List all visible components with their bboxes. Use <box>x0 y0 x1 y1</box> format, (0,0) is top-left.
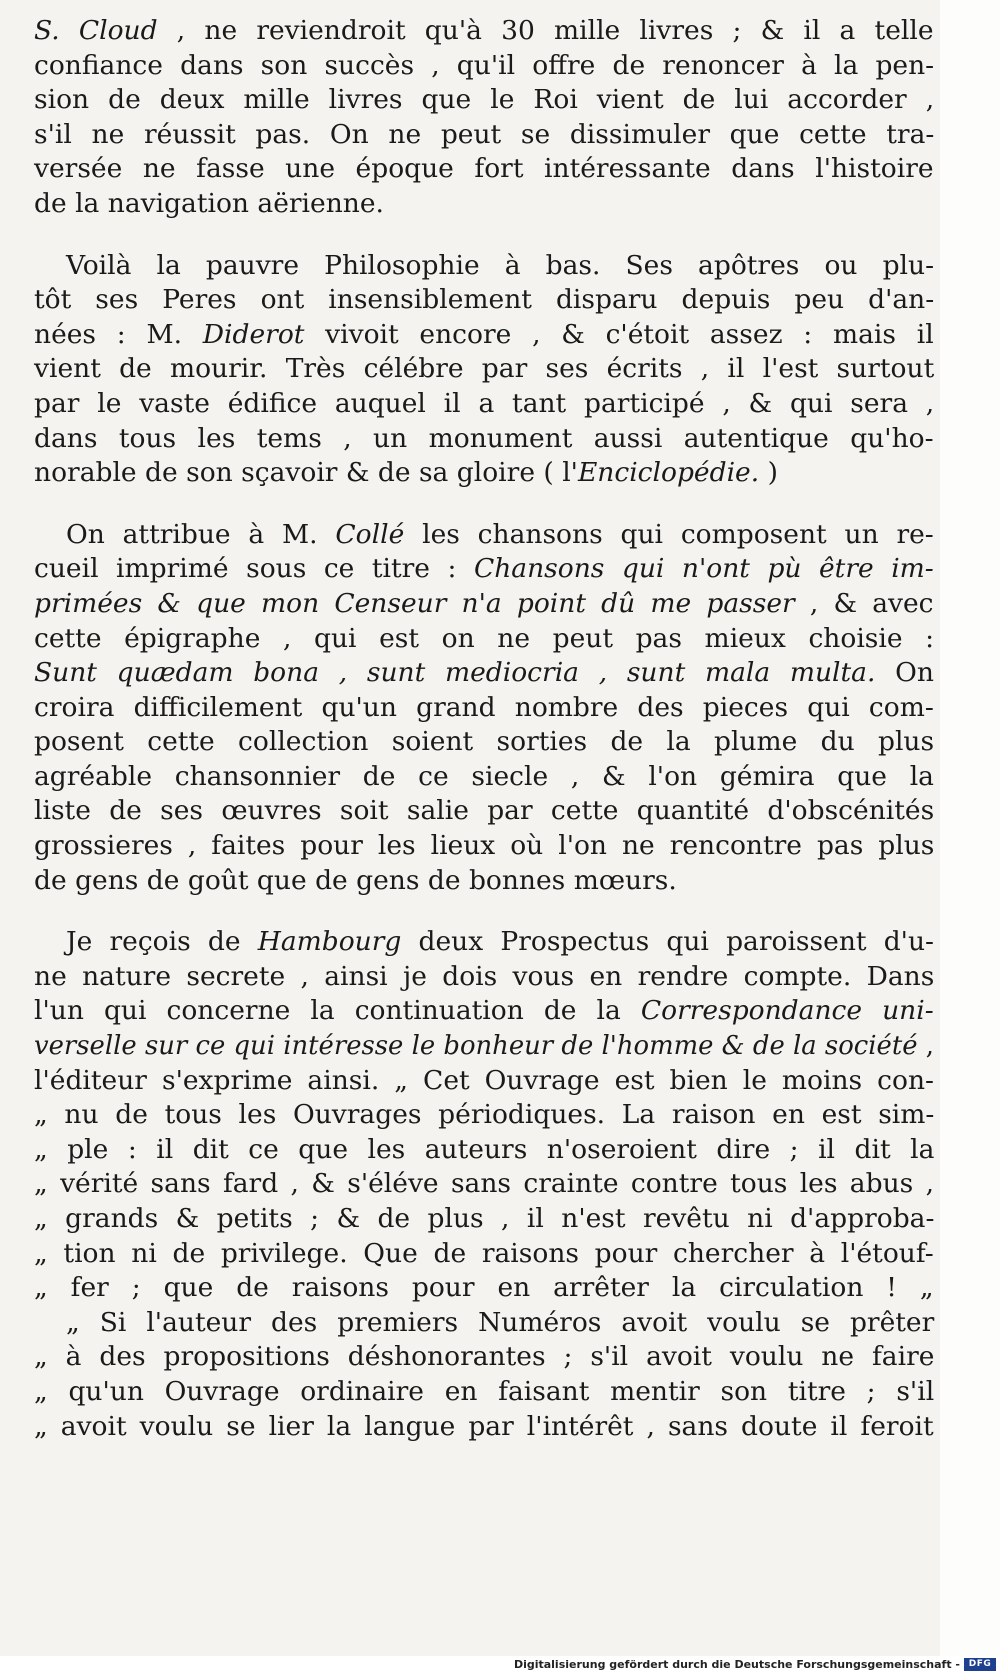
text-line: cette épigraphe , qui est on ne peut pas mieux choisie : <box>34 622 935 654</box>
paragraph-diderot <box>34 249 940 491</box>
text-line: „ tion ni de privilege. Que de raisons pour chercher à l'étouf- <box>34 1237 934 1269</box>
text-line: S. Cloud , ne reviendroit qu'à 30 mille livres ; & il a telle <box>34 15 934 46</box>
text-line: „ Si l'auteur des premiers Numéros avoit voulu se prêter <box>66 1306 935 1338</box>
text-line: vient de mourir. Très célébre par ses écrits , il l'est surtout <box>34 353 935 385</box>
text-line: Je reçois de Hambourg deux Prospectus qui paroissent d'u- <box>66 926 934 958</box>
text-line: versée ne fasse une époque fort intéressante dans l'histoire <box>34 153 934 185</box>
text-line: sion de deux mille livres que le Roi vient de lui accorder , <box>34 84 935 116</box>
text-line: agréable chansonnier de ce siecle , & l'on gémira que la <box>34 760 934 792</box>
text-line: „ avoit voulu se lier la langue par l'intérêt , sans doute il feroit <box>34 1410 934 1442</box>
text-line: norable de son sçavoir & de sa gloire ( l'Enciclopédie. ) <box>34 457 778 489</box>
text-line: cueil imprimé sous ce titre : Chansons qui n'ont pù être im- <box>34 553 934 585</box>
text-line: On attribue à M. Collé les chansons qui composent un re- <box>66 518 934 550</box>
funding-credit: Digitalisierung gefördert durch die Deutsche Forschungsgemeinschaft - <box>513 1658 960 1671</box>
paragraph-colle-chansons <box>34 518 940 899</box>
text-line: posent cette collection soient sorties de la plume du plus <box>34 726 935 758</box>
text-line: „ à des propositions déshonorantes ; s'il avoit voulu ne faire <box>34 1341 935 1373</box>
paragraph-balloon-crossing <box>34 14 940 222</box>
text-line: „ nu de tous les Ouvrages périodiques. La raison en est sim- <box>34 1099 935 1131</box>
text-line: grossieres , faites pour les lieux où l'on ne rencontre pas plus <box>34 830 935 862</box>
text-line: „ qu'un Ouvrage ordinaire en faisant mentir son titre ; s'il <box>34 1375 935 1407</box>
text-line: croira difficilement qu'un grand nombre des pieces qui com- <box>34 691 934 723</box>
text-line: verselle sur ce qui intéresse le bonheur de l'homme & de la société , <box>34 1030 935 1062</box>
text-line: de la navigation aërienne. <box>34 187 384 219</box>
text-line: l'un qui concerne la continuation de la Correspondance uni- <box>34 995 934 1027</box>
text-line: „ fer ; que de raisons pour en arrêter la circulation ! „ <box>34 1272 934 1304</box>
digitization-footer <box>0 1656 1000 1674</box>
text-line: „ grands & petits ; & de plus , il n'est revêtu ni d'approba- <box>34 1203 935 1234</box>
text-line: par le vaste édifice auquel il a tant participé , & qui sera , <box>34 387 935 419</box>
text-line: „ ple : il dit ce que les auteurs n'oseroient dire ; il dit la <box>34 1133 935 1165</box>
text-line: s'il ne réussit pas. On ne peut se dissimuler que cette tra- <box>34 118 935 150</box>
text-line: de gens de goût que de gens de bonnes mœurs. <box>34 864 677 896</box>
text-line: liste de ses œuvres soit salie par cette quantité d'obscénités <box>34 795 935 827</box>
paragraph-hambourg-prospectus <box>34 925 940 1444</box>
text-line: dans tous les tems , un monument aussi autentique qu'ho- <box>34 422 934 454</box>
dfg-logo-icon: DFG <box>964 1658 996 1671</box>
text-line: primées & que mon Censeur n'a point dû me passer , & avec <box>34 587 934 619</box>
text-line: Voilà la pauvre Philosophie à bas. Ses apôtres ou plu- <box>66 249 935 281</box>
text-line: ne nature secrete , ainsi je dois vous en rendre compte. Dans <box>34 960 935 992</box>
text-line: tôt ses Peres ont insensiblement disparu depuis peu d'an- <box>34 284 935 316</box>
text-column <box>34 14 940 1444</box>
text-line: l'éditeur s'exprime ainsi. „ Cet Ouvrage est bien le moins con- <box>34 1064 934 1096</box>
text-line: nées : M. Diderot vivoit encore , & c'étoit assez : mais il <box>34 318 934 350</box>
text-line: confiance dans son succès , qu'il offre de renoncer à la pen- <box>34 49 935 81</box>
text-line: Sunt quædam bona , sunt mediocria , sunt mala multa. On <box>34 657 934 689</box>
text-line: „ vérité sans fard , & s'éléve sans crainte contre tous les abus , <box>34 1168 935 1200</box>
